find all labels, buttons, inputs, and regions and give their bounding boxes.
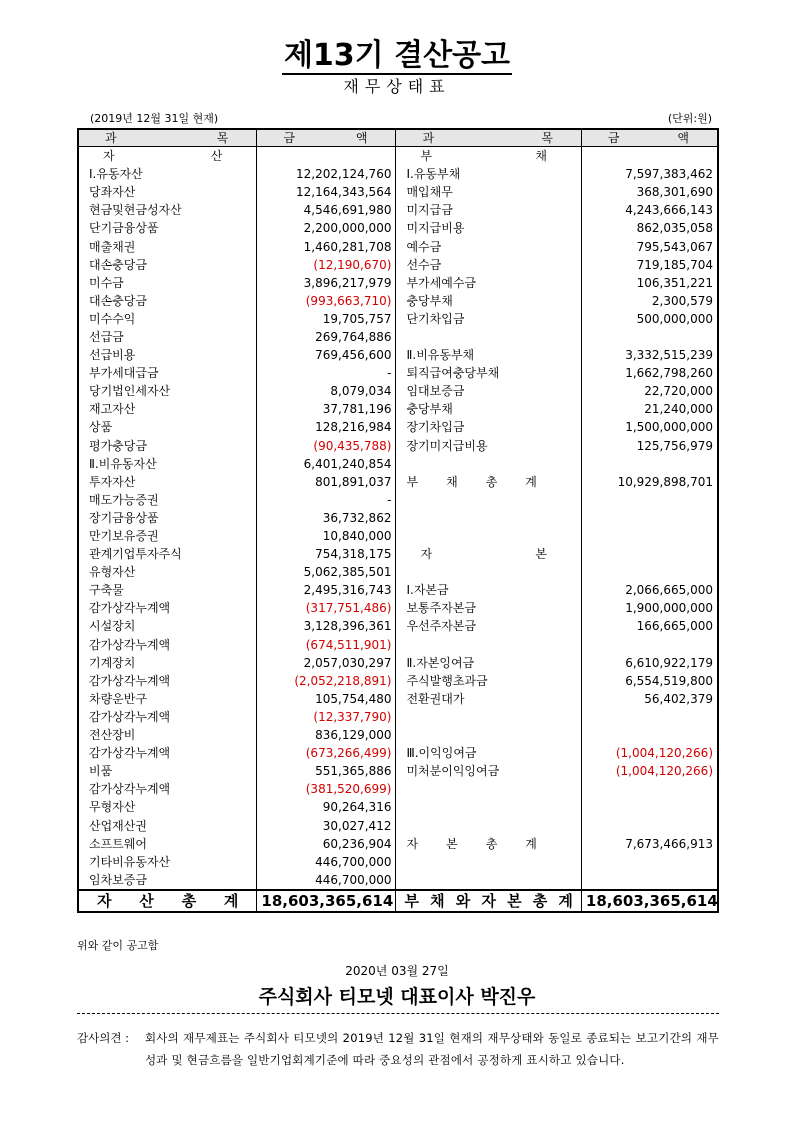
left-item-amount: - [257, 491, 396, 509]
table-row [78, 455, 718, 473]
left-item-amount: (12,337,790) [257, 708, 396, 726]
right-item-name: 미지급금 [406, 203, 453, 218]
left-item-amount [257, 147, 396, 166]
right-item-name: 퇴직급여충당부채 [406, 366, 500, 381]
right-item-name: 단기차입금 [406, 311, 465, 326]
left-item-name: 매출채권 [89, 239, 136, 254]
right-item-amount [581, 147, 718, 166]
right-item-amount [581, 563, 718, 581]
table-row [78, 328, 718, 346]
left-item-amount: 10,840,000 [257, 527, 396, 545]
total-label-char: 와 [455, 891, 471, 910]
left-item-name: 유형자산 [89, 565, 136, 580]
left-item-name: 구축물 [89, 583, 124, 598]
left-item-amount: 30,027,412 [257, 816, 396, 834]
left-item-amount: (317,751,486) [257, 599, 396, 617]
right-item-name: 부 채 총 계 [406, 474, 537, 489]
table-row [78, 201, 718, 219]
right-item-name: Ⅰ.유동부채 [406, 167, 461, 182]
right-item-name: 선수금 [406, 257, 442, 272]
right-item-name [396, 726, 581, 744]
left-item-amount: 551,365,886 [257, 762, 396, 780]
left-item-name: 기계장치 [89, 655, 136, 670]
table-row [78, 418, 718, 436]
right-item-amount: 795,543,067 [581, 237, 718, 255]
left-item-name: Ⅰ.유동자산 [89, 167, 143, 182]
right-item-name [396, 563, 581, 581]
left-item-amount: (674,511,901) [257, 636, 396, 654]
total-label-char: 총 [181, 891, 197, 910]
left-item-name: 매도가능증권 [89, 492, 159, 507]
right-item-amount: 1,900,000,000 [581, 599, 718, 617]
right-item-amount [581, 726, 718, 744]
left-item-name: 상품 [89, 420, 113, 435]
table-row [78, 219, 718, 237]
left-item-name: 소프트웨어 [89, 836, 147, 851]
right-item-name: 매입채무 [406, 185, 453, 200]
right-item-amount: 125,756,979 [581, 437, 718, 455]
header-amount-right: 금 액 [581, 129, 718, 147]
right-item-name: 자 본 총 계 [406, 836, 537, 851]
left-item-name: 만기보유증권 [89, 529, 159, 544]
audit-label: 감사의견 : [77, 1031, 129, 1045]
right-item-name: 예수금 [406, 239, 442, 254]
right-item-name: 부가세예수금 [406, 275, 477, 290]
right-item-amount: 22,720,000 [581, 382, 718, 400]
total-label-char: 산 [139, 891, 154, 910]
table-row [78, 545, 718, 563]
left-item-name: 재고자산 [89, 402, 136, 417]
left-item-name: 감가상각누계액 [89, 673, 171, 688]
right-item-amount [581, 328, 718, 346]
left-item-name: 현금및현금성자산 [89, 203, 182, 218]
table-row [78, 346, 718, 364]
left-item-amount: 836,129,000 [257, 726, 396, 744]
left-item-name: 평가충당금 [89, 438, 147, 453]
left-item-amount: 754,318,175 [257, 545, 396, 563]
right-item-amount [581, 853, 718, 871]
right-item-name: 자 본 [420, 547, 547, 562]
header-amount-left: 금 액 [257, 129, 396, 147]
total-label-char: 자 [97, 891, 112, 910]
right-item-name: 미지급비용 [406, 221, 465, 236]
audit-text: 회사의 재무제표는 주식회사 티모넷의 2019년 12월 31일 현재의 재무상태와 동일로 종료되는 보고기간의 재무성과 및 현금흐름을 일반기업회계기준에 따라 중요성의 관점에서 공정하게 표시하고 있습니다. [145, 1031, 719, 1067]
total-label-char: 계 [558, 891, 573, 910]
table-row [78, 237, 718, 255]
right-item-amount: 56,402,379 [581, 690, 718, 708]
left-item-name: 감가상각누계액 [89, 709, 171, 724]
right-item-name [396, 636, 581, 654]
right-item-name: Ⅰ.자본금 [406, 583, 449, 598]
left-item-amount: 105,754,480 [257, 690, 396, 708]
table-row [78, 690, 718, 708]
left-item-amount: 19,705,757 [257, 310, 396, 328]
right-item-name: 충당부채 [406, 293, 453, 308]
right-item-amount: 2,066,665,000 [581, 581, 718, 599]
table-row [78, 274, 718, 292]
right-item-name [396, 455, 581, 473]
total-label-char: 채 [430, 891, 445, 910]
right-item-name [396, 816, 581, 834]
left-item-amount: 36,732,862 [257, 509, 396, 527]
right-item-amount: 719,185,704 [581, 256, 718, 274]
table-row [78, 672, 718, 690]
left-item-name: 미수금 [89, 275, 124, 290]
right-item-name: 미처분이익잉여금 [406, 764, 500, 779]
left-item-name: 투자자산 [89, 474, 136, 489]
table-row [78, 310, 718, 328]
left-item-amount: (2,052,218,891) [257, 672, 396, 690]
right-item-name: 임대보증금 [406, 384, 465, 399]
left-item-amount: 12,164,343,564 [257, 183, 396, 201]
table-row [78, 617, 718, 635]
header-item-left: 과 목 [78, 129, 257, 147]
table-row [78, 183, 718, 201]
right-item-amount: 10,929,898,701 [581, 473, 718, 491]
total-label-char: 본 [507, 891, 522, 910]
table-row [78, 853, 718, 871]
left-item-name: 산업재산권 [89, 818, 147, 833]
unit-note: (단위:원) [667, 112, 712, 125]
right-item-name [396, 509, 581, 527]
right-item-amount [581, 636, 718, 654]
table-row [78, 165, 718, 183]
left-item-amount: 2,200,000,000 [257, 219, 396, 237]
right-item-amount: 6,610,922,179 [581, 654, 718, 672]
left-item-amount: 6,401,240,854 [257, 455, 396, 473]
table-row [78, 726, 718, 744]
left-item-amount: 8,079,034 [257, 382, 396, 400]
right-item-amount [581, 509, 718, 527]
total-assets-value: 18,603,365,614 [257, 890, 396, 912]
table-row [78, 708, 718, 726]
left-item-name: 감가상각누계액 [89, 601, 171, 616]
right-item-name [396, 871, 581, 890]
balance-sheet-table [77, 128, 719, 913]
right-item-amount: (1,004,120,266) [581, 762, 718, 780]
right-item-amount: 1,500,000,000 [581, 418, 718, 436]
left-item-name: 당기법인세자산 [89, 384, 171, 399]
right-item-name [396, 491, 581, 509]
left-item-amount: 2,057,030,297 [257, 654, 396, 672]
right-item-amount: 166,665,000 [581, 617, 718, 635]
left-item-name: 대손충당금 [89, 257, 147, 272]
left-item-name: 선급금 [89, 329, 124, 344]
right-item-amount [581, 545, 718, 563]
right-item-name: 장기미지급비용 [406, 438, 488, 453]
table-row [78, 636, 718, 654]
table-row [78, 527, 718, 545]
right-item-name: 우선주자본금 [406, 619, 477, 634]
table-row [78, 871, 718, 890]
left-item-amount: 269,764,886 [257, 328, 396, 346]
right-item-name [396, 853, 581, 871]
left-item-name: 대손충당금 [89, 293, 147, 308]
totals-row [78, 890, 718, 912]
left-item-name: 기타비유동자산 [89, 854, 171, 869]
left-item-amount: 446,700,000 [257, 871, 396, 890]
right-item-amount: 6,554,519,800 [581, 672, 718, 690]
right-item-amount: 1,662,798,260 [581, 364, 718, 382]
right-item-amount: 862,035,058 [581, 219, 718, 237]
table-header-row [78, 129, 718, 147]
right-item-name: Ⅱ.비유동부채 [406, 348, 475, 363]
left-item-name: 미수수익 [89, 311, 136, 326]
right-item-name: 장기차입금 [406, 420, 465, 435]
left-item-amount: 90,264,316 [257, 798, 396, 816]
left-item-name: 선급비용 [89, 348, 136, 363]
right-item-amount: 7,597,383,462 [581, 165, 718, 183]
right-item-name [396, 780, 581, 798]
right-item-name: Ⅱ.자본잉여금 [406, 655, 475, 670]
right-item-amount: 7,673,466,913 [581, 835, 718, 853]
left-item-amount: - [257, 364, 396, 382]
header-item-right: 과 목 [396, 129, 581, 147]
total-assets-label [78, 890, 257, 912]
right-item-name: 부 채 [420, 149, 547, 164]
left-item-amount: 446,700,000 [257, 853, 396, 871]
right-item-name [396, 798, 581, 816]
total-label-char: 자 [481, 891, 496, 910]
table-row [78, 744, 718, 762]
left-item-name: 단기금융상품 [89, 221, 159, 236]
signature-line: 주식회사 티모넷 대표이사 박진우 [258, 986, 536, 1008]
left-item-amount: (993,663,710) [257, 292, 396, 310]
audit-opinion [77, 1027, 719, 1071]
left-item-name: 감가상각누계액 [89, 746, 171, 761]
left-item-amount: 12,202,124,760 [257, 165, 396, 183]
left-item-amount: 3,128,396,361 [257, 617, 396, 635]
right-item-amount: 368,301,690 [581, 183, 718, 201]
right-item-amount [581, 780, 718, 798]
table-row [78, 762, 718, 780]
left-item-amount: 37,781,196 [257, 400, 396, 418]
table-row [78, 382, 718, 400]
left-item-name: 시설장치 [89, 619, 136, 634]
left-item-name: 비품 [89, 764, 113, 779]
right-item-name: 보통주자본금 [406, 601, 477, 616]
right-item-name: 주식발행초과금 [406, 673, 488, 688]
right-item-name: 충당부채 [406, 402, 453, 417]
right-item-amount [581, 708, 718, 726]
right-item-amount: 2,300,579 [581, 292, 718, 310]
right-item-name [396, 328, 581, 346]
right-item-amount [581, 816, 718, 834]
divider [77, 1013, 719, 1014]
table-row [78, 491, 718, 509]
right-item-name [396, 527, 581, 545]
table-row [78, 654, 718, 672]
right-item-name: Ⅲ.이익잉여금 [406, 746, 477, 761]
right-item-amount: 4,243,666,143 [581, 201, 718, 219]
left-item-amount: (381,520,699) [257, 780, 396, 798]
left-item-name: 관계기업투자주식 [89, 547, 182, 562]
table-row [78, 581, 718, 599]
left-item-amount: (90,435,788) [257, 437, 396, 455]
table-row [78, 437, 718, 455]
left-item-name: 감가상각누계액 [89, 782, 171, 797]
right-item-amount [581, 871, 718, 890]
announce-date: 2020년 03월 27일 [345, 964, 449, 978]
right-item-amount: 21,240,000 [581, 400, 718, 418]
table-row [78, 780, 718, 798]
left-item-name: 당좌자산 [89, 185, 136, 200]
table-row [78, 816, 718, 834]
table-row [78, 292, 718, 310]
right-item-name [396, 708, 581, 726]
left-item-amount: 801,891,037 [257, 473, 396, 491]
table-row [78, 798, 718, 816]
right-item-amount [581, 491, 718, 509]
left-item-name: Ⅱ.비유동자산 [89, 456, 157, 471]
statement-subtitle: 재무상태표 [343, 77, 451, 96]
left-item-name: 전산장비 [89, 728, 136, 743]
table-row [78, 400, 718, 418]
page-title: 제13기 결산공고 [283, 38, 511, 73]
left-item-amount: 769,456,600 [257, 346, 396, 364]
as-of-date: (2019년 12월 31일 현재) [90, 112, 219, 125]
left-item-amount: 2,495,316,743 [257, 581, 396, 599]
left-item-amount: (673,266,499) [257, 744, 396, 762]
table-row [78, 563, 718, 581]
table-row [78, 509, 718, 527]
table-row [78, 364, 718, 382]
right-item-amount [581, 455, 718, 473]
left-item-name: 자 산 [103, 149, 223, 164]
left-item-amount: 4,546,691,980 [257, 201, 396, 219]
left-item-amount: (12,190,670) [257, 256, 396, 274]
table-row [78, 835, 718, 853]
total-liab-equity-label [396, 890, 581, 912]
right-item-amount [581, 527, 718, 545]
left-item-amount: 60,236,904 [257, 835, 396, 853]
right-item-amount: (1,004,120,266) [581, 744, 718, 762]
left-item-name: 부가세대급금 [89, 366, 159, 381]
right-item-amount: 106,351,221 [581, 274, 718, 292]
left-item-amount: 3,896,217,979 [257, 274, 396, 292]
total-label-char: 부 [404, 891, 419, 910]
table-row [78, 473, 718, 491]
left-item-name: 무형자산 [89, 800, 136, 815]
right-item-name: 전환권대가 [406, 691, 465, 706]
total-label-char: 계 [223, 891, 239, 910]
left-item-name: 차량운반구 [89, 691, 147, 706]
right-item-amount [581, 798, 718, 816]
total-liab-equity-value: 18,603,365,614 [581, 890, 718, 912]
left-item-amount: 128,216,984 [257, 418, 396, 436]
right-item-amount: 3,332,515,239 [581, 346, 718, 364]
total-label-char: 총 [532, 891, 548, 910]
table-row [78, 256, 718, 274]
table-row [78, 599, 718, 617]
table-row [78, 147, 718, 166]
closing-note: 위와 같이 공고함 [77, 939, 159, 952]
left-item-name: 임차보증금 [89, 872, 147, 887]
left-item-name: 감가상각누계액 [89, 637, 171, 652]
left-item-amount: 1,460,281,708 [257, 237, 396, 255]
left-item-name: 장기금융상품 [89, 510, 159, 525]
right-item-amount: 500,000,000 [581, 310, 718, 328]
left-item-amount: 5,062,385,501 [257, 563, 396, 581]
